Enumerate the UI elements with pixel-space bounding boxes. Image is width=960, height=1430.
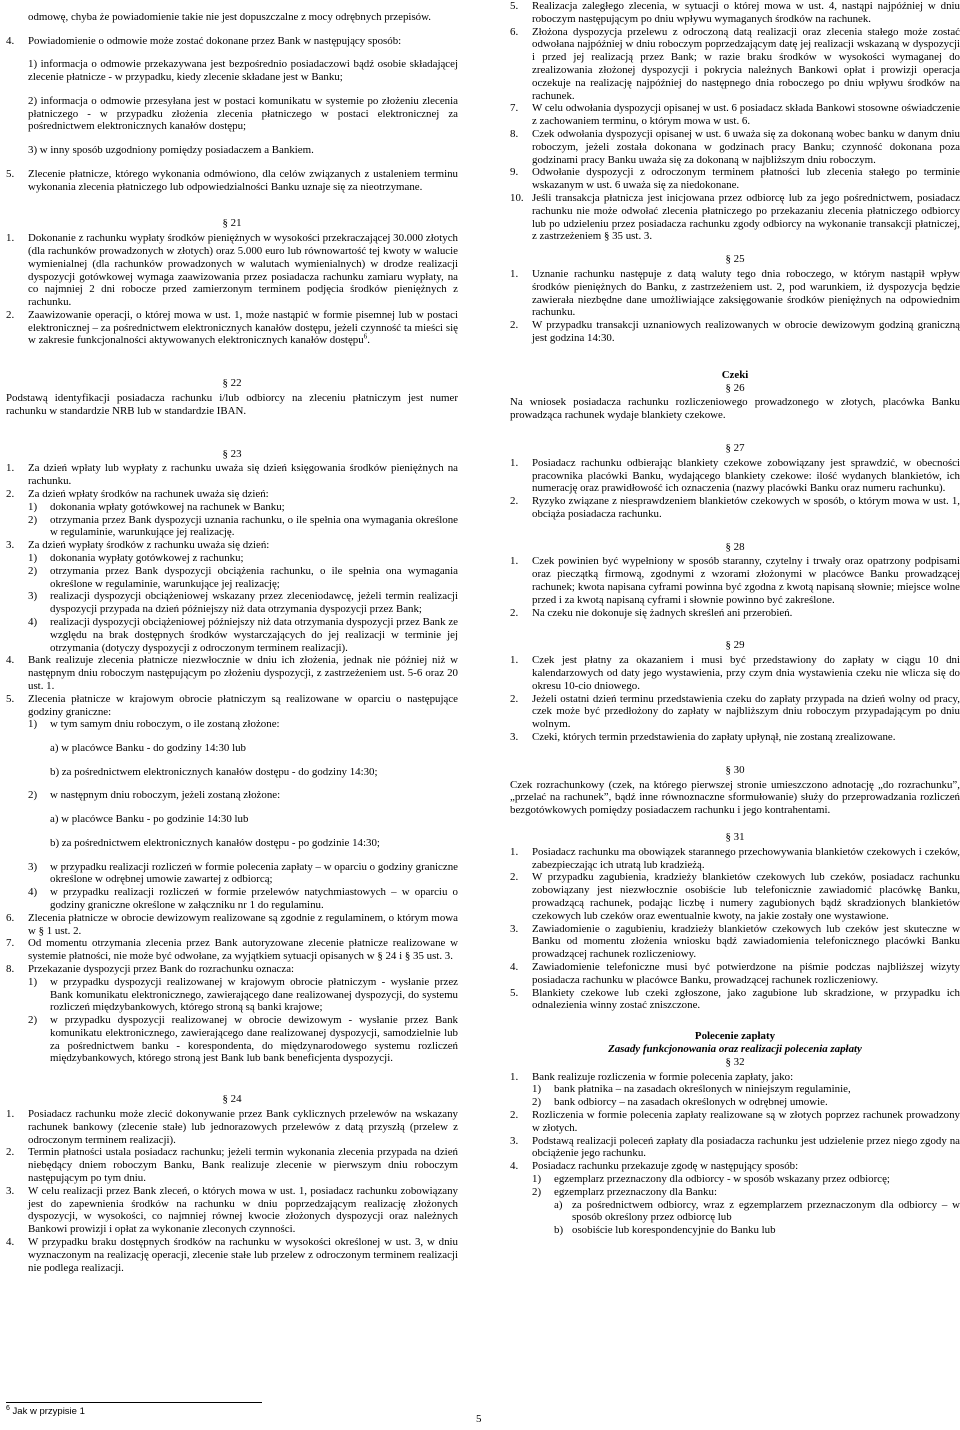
- paragraph: Na wniosek posiadacza rachunku rozliczeniowego prowadzonego w złotych, placówka Banku prowadząca rachunek wydaje blankiety czekowe.: [510, 396, 960, 422]
- list-item: 2) informacja o odmowie przesyłana jest w postaci komunikatu w systemie po złożeniu zlecenia płatniczego - w przypadku złożenia zlecenia płatniczego w postaci elektronicznej za pośrednictwem elektronicznych kanałów dostępu;: [28, 94, 458, 133]
- list-subitem: 2) otrzymania przez Bank dyspozycji uznania rachunku, o ile spełnia ona wymagania określone w regulaminie, warunkujące jej realizację.: [28, 513, 458, 539]
- list-item: 4. Posiadacz rachunku przekazuje zgodę w następujący sposób:: [510, 1160, 799, 1173]
- list-item: 3) w inny sposób uzgodniony pomiędzy posiadaczem a Bankiem.: [28, 144, 314, 157]
- list-subitem: 1) dokonania wypłaty gotówkowej z rachunku;: [28, 552, 244, 565]
- left-column: [6, 0, 458, 1274]
- list-subitem: 1) bank płatnika – na zasadach określonych w niniejszym regulaminie,: [532, 1083, 851, 1096]
- section-heading-polecenie-zaplaty: Polecenie zapłaty: [694, 1030, 776, 1043]
- list-subitem: b) za pośrednictwem elektronicznych kanałów dostępu - do godziny 14:30;: [50, 765, 378, 778]
- list-subitem: a) za pośrednictwem odbiorcy, wraz z egzemplarzem przeznaczonym dla odbiorcy – w sposób określony przez odbiorcę lub: [554, 1198, 960, 1224]
- list-item: 5. Realizacja zaległego zlecenia, w sytuacji o której mowa w ust. 4, nastąpi najpóźniej w dniu roboczym następującym po dniu wpływu wymaganych środków na rachunek.: [510, 0, 960, 25]
- list-subitem: b) za pośrednictwem elektronicznych kanałów dostępu - po godzinie 14:30;: [50, 836, 380, 849]
- section-number: § 32: [725, 1055, 745, 1068]
- section-number: § 23: [222, 447, 242, 460]
- list-item: 1. Uznanie rachunku następuje z datą waluty tego dnia roboczego, w którym nastąpił wpływ środków pieniężnych do Banku, z zastrzeżeniem ust. 2, pod warunkiem, iż dyspozycja będzie zawierała niezbędne dane umożliwiające zaksięgowanie środków pieniężnych na odpowiednim rachunku.: [510, 267, 960, 319]
- list-item: 2. Za dzień wpłaty środków na rachunek uważa się dzień:: [6, 488, 269, 501]
- list-subitem: 4) w przypadku realizacji rozliczeń w formie przelewów natychmiastowych – w oparciu o godziny graniczne określone w załączniku nr 1 do regulaminu.: [28, 886, 458, 911]
- paragraph: Czek rozrachunkowy (czek, na którego pierwszej stronie umieszczono adnotację „do rozrachunku”, „przelać na rachunek”, bądź inne równoznaczne sformułowanie) służy do przeprowadzania rozliczeń bezgotówkowych pomiędzy posiadaczem rachunku i jego kontrahentami.: [510, 778, 960, 817]
- list-item: 2. W przypadku transakcji uznaniowych realizowanych w obrocie dewizowym godziną graniczną jest godzina 14:30.: [510, 319, 960, 344]
- list-item: 5. Blankiety czekowe lub czeki zgłoszone, jako zagubione lub skradzione, w przypadku ich odnalezienia winny zostać zniszczone.: [510, 986, 960, 1012]
- list-item: 7. Od momentu otrzymania zlecenia przez Bank autoryzowane zlecenie płatnicze realizowane w systemie płatności, nie może być odwołane, za wyjątkiem sytuacji opisanych w § 24 i § 35 ust. 3.: [6, 937, 458, 963]
- paragraph: Podstawą identyfikacji posiadacza rachunku i/lub odbiorcy na zleceniu płatniczym jest numer rachunku w standardzie NRB lub w standardzie IBAN.: [6, 392, 458, 417]
- section-number: § 31: [725, 831, 745, 844]
- list-item: 2. Jeżeli ostatni dzień terminu przedstawienia czeku do zapłaty przypada na dzień wolny od pracy, czek może być przedłożony do zapłaty w najbliższym dniu roboczym przypadającym po dniu wolnym.: [510, 692, 960, 731]
- right-column: [510, 0, 960, 1237]
- list-subitem: 2) bank odbiorcy – na zasadach określonych w odrębnej umowie.: [532, 1096, 828, 1109]
- list-item: 2. Rozliczenia w formie polecenia zapłaty realizowane są w złotych poprzez rachunek prowadzony w złotych.: [510, 1108, 960, 1134]
- list-item: 7. W celu odwołania dyspozycji opisanej w ust. 6 posiadacz składa Bankowi stosowne oświadczenie z zachowaniem terminu, o którym mowa w ust. 6.: [510, 102, 960, 128]
- section-number: § 24: [222, 1093, 242, 1106]
- list-item: 10. Jeśli transakcja płatnicza jest inicjowana przez odbiorcę lub za jego pośrednictwem, posiadacz rachunku nie może odwołać zlecenia płatniczego po przekazaniu zlecenia płatniczego odbiorcy lub po udzieleniu przez posiadacza rachunku zgody odbiorcy na wykonanie transakcji płatniczej, z zastrzeżeniem § 35 ust. 3.: [510, 191, 960, 243]
- list-subitem: 1) w tym samym dniu roboczym, o ile zostaną złożone:: [28, 718, 280, 731]
- list-subitem: b) osobiście lub korespondencyjnie do Banku lub: [554, 1224, 776, 1237]
- section-number: § 22: [222, 377, 242, 390]
- list-subitem: 2) egzemplarz przeznaczony dla Banku:: [532, 1185, 717, 1198]
- list-item: 4. Zawiadomienie telefoniczne musi być potwierdzone na piśmie podczas najbliższej wizyty posiadacza rachunku w placówce Banku, prowadzącej rachunek rozliczeniowy.: [510, 961, 960, 986]
- list-item: 3. W celu realizacji przez Bank zleceń, o których mowa w ust. 1, posiadacz rachunku zobowiązany jest do zapewnienia środków na rachunku w dniu poprzedzającym realizację złożonych dyspozycji, w wysokości, co najmniej równej kwocie złożonych dyspozycji oraz należnych Bankowi prowizji i opłat za wykonanie zleconych czynności.: [6, 1184, 458, 1236]
- list-subitem: 1) egzemplarz przeznaczony dla odbiorcy - w sposób wskazany przez odbiorcę;: [532, 1172, 890, 1185]
- list-item: 1. Czek jest płatny za okazaniem i musi być przedstawiony do zapłaty w ciągu 10 dni kalendarzowych od daty jego wystawienia, przy czym dnia wystawienia czeku nie wlicza się do okresu 10-cio dniowego.: [510, 654, 960, 692]
- list-item: 1. Czek powinien być wypełniony w sposób staranny, czytelny i trwały oraz opatrzony podpisami oraz pieczątką firmową, zgodnymi z wzorami złożonymi w placówce Banku prowadzącej rachunek; kwota napisana cyframi powinna być zgodna z kwotą napisaną słownie; miejsce wolne przed i za kwotą napisaną cyframi i słownie powinno być zakreślone.: [510, 555, 960, 606]
- section-number: § 25: [725, 253, 745, 266]
- list-item: 5. Zlecenia płatnicze w krajowym obrocie płatniczym są realizowane w oparciu o następujące godziny graniczne:: [6, 692, 458, 718]
- list-item: 2. W przypadku zagubienia, kradzieży blankietów czekowych lub czeków, posiadacz rachunku zobowiązany jest niezwłocznie osobiście lub telefonicznie zawiadomić placówkę Banku, prowadzącą rachunek, podając liczbę i numery zagubionych bądź skradzionych blankietów czekowych lub czeków oraz ewentualnie kwoty, na jakie zostały one wystawione.: [510, 871, 960, 922]
- list-item: 3. Za dzień wypłaty środków z rachunku uważa się dzień:: [6, 539, 270, 552]
- list-item: 2. Termin płatności ustala posiadacz rachunku; jeżeli termin wykonania zlecenia przypada na dzień niebędący dniem roboczym Banku, Bank realizuje zlecenie w pierwszym dniu roboczym następującym po tym dniu.: [6, 1146, 458, 1185]
- section-subheading: Zasady funkcjonowania oraz realizacji polecenia zapłaty: [608, 1042, 862, 1055]
- paragraph-continuation: odmowę, chyba że powiadomienie takie nie jest dopuszczalne z mocy odrębnych przepisów.: [28, 10, 432, 23]
- list-item: 1. Bank realizuje rozliczenia w formie polecenia zapłaty, jako:: [510, 1070, 794, 1083]
- section-number: § 26: [725, 381, 745, 394]
- list-item: 2. Ryzyko związane z niesprawdzeniem blankietów czekowych w sposób, o którym mowa w ust. 1, obciąża posiadacza rachunku.: [510, 495, 960, 520]
- list-item: 9. Odwołanie dyspozycji z odroczonym terminem płatności lub zlecenia stałego po terminie wskazanym w ust. 6 uważa się za niedokonane.: [510, 166, 960, 192]
- list-item: 8. Czek odwołania dyspozycji opisanej w ust. 6 uważa się za dokonaną wobec banku w danym dniu roboczym, jeżeli została dokonana w godzinach pracy Banku; czynność dokonana poza godzinami pracy Banku uważa się za dokonaną w najbliższym dniu roboczym.: [510, 127, 960, 166]
- section-number: § 29: [725, 639, 745, 652]
- section-number: § 21: [222, 217, 242, 230]
- section-number: § 27: [725, 441, 745, 454]
- list-item: 1. Posiadacz rachunku odbierając blankiety czekowe zobowiązany jest sprawdzić, w obecności pracownika placówki Banku, wydającego blankiety czekowe: ilość wydanych blankietów, ich numerację oraz prawidłowość ich oznaczenia (nazwy placówki Banku oraz numeru rachunku).: [510, 456, 960, 495]
- section-number: § 30: [725, 763, 745, 776]
- list-subitem: 4) realizacji dyspozycji obciążeniowej późniejszy niż data otrzymania dyspozycji przez Bank ze względu na brak dostępnych środków wystarczających do jej realizacji w terminie jej otrzymania (dotyczy dyspozycji z odroczonym terminem realizacji).: [28, 616, 458, 654]
- list-item: 2. Na czeku nie dokonuje się żadnych skreśleń ani przerobień.: [510, 606, 793, 619]
- list-item: 8. Przekazanie dyspozycji przez Bank do rozrachunku oznacza:: [6, 962, 295, 975]
- list-item: 3. Czeki, których termin przedstawienia do zapłaty upłynął, nie zostaną zrealizowane.: [510, 731, 896, 744]
- list-subitem: a) w placówce Banku - do godziny 14:30 lub: [50, 742, 246, 755]
- list-item: 6. Zlecenia płatnicze w obrocie dewizowym realizowane są zgodnie z regulaminem, o którym mowa w § 1 ust. 2.: [6, 911, 458, 937]
- section-number: § 28: [725, 540, 745, 553]
- page-number: 5: [476, 1413, 482, 1425]
- list-subitem: 2) w następnym dniu roboczym, jeżeli zostaną złożone:: [28, 789, 281, 802]
- list-subitem: 1) w przypadku dyspozycji realizowanej w krajowym obrocie płatniczym - wysłanie przez Bank komunikatu elektronicznego, zawierającego dane realizowanej dyspozycji, do systemu rozliczeń międzybankowych, którego stroną są banki krajowe;: [28, 975, 458, 1014]
- list-item: 3. Podstawą realizacji poleceń zapłaty dla posiadacza rachunku jest udzielenie przez niego zgody na obciążenie jego rachunku.: [510, 1134, 960, 1160]
- list-item: 4. Powiadomienie o odmowie może zostać dokonane przez Bank w następujący sposób:: [6, 34, 402, 47]
- list-item: 4. W przypadku braku dostępnych środków na rachunku w wysokości określonej w ust. 3, w dniu wyznaczonym na realizację operacji, zlecenie stałe lub przelew z odroczonym terminem realizacji nie podlega realizacji.: [6, 1236, 458, 1274]
- list-item: 2. Zaawizowanie operacji, o której mowa w ust. 1, może nastąpić w formie pisemnej lub w postaci elektronicznej – za pośrednictwem elektronicznych kanałów dostępu, jeżeli czynność ta mieści się w zakresie funkcjonalności aktywowanych elektronicznych kanałów dostępu$^6$.: [6, 308, 458, 347]
- list-subitem: 1) dokonania wpłaty gotówkowej na rachunek w Banku;: [28, 500, 285, 513]
- section-heading-czeki: Czeki: [721, 368, 749, 381]
- list-item: 6. Złożona dyspozycja przelewu z odroczoną datą realizacji oraz zlecenia stałego może zostać odwołana najpóźniej w dniu roboczym poprzedzającym datę jej realizacji wskazaną w dyspozycji i przed jej realizacją przez Bank; w razie braku środków w wysokości wymaganej do zrealizowania złożonej dyspozycji i pokrycia należnych Bankowi opłat i prowizji operacja oczekuje na realizację najpóźniej do następnego dnia roboczego po dniu wpływu środków na rachunek.: [510, 25, 960, 102]
- list-subitem: 2) w przypadku dyspozycji realizowanej w obrocie dewizowym - wysłanie przez Bank komunikatu elektronicznego, zawierającego dane realizowanej dyspozycji, samodzielnie lub za pośrednictwem banku - korespondenta, do międzynarodowego systemu rozliczeń międzybankowych, którego stroną jest Bank lub bank beneficjenta dyspozycji.: [28, 1014, 458, 1065]
- footnote: $^6$ Jak w przypisie 1: [6, 1404, 85, 1417]
- list-subitem: 3) w przypadku realizacji rozliczeń w formie polecenia zapłaty – w oparciu o godziny graniczne określone w odrębnej umowie zawartej z odbiorcą;: [28, 860, 458, 886]
- list-item: 1. Za dzień wpłaty lub wypłaty z rachunku uważa się dzień księgowania środków pieniężnych na rachunku.: [6, 462, 458, 488]
- list-item: 1. Dokonanie z rachunku wypłaty środków pieniężnych w wysokości przekraczającej 30.000 złotych (dla rachunków prowadzonych w złotych) oraz 5.000 euro lub równowartość tej kwoty w walucie wymienialnej (dla rachunków prowadzonych w walutach wymienialnych) w drodze realizacji dyspozycji gotówkowej wymaga zaawizowania przez posiadacza rachunku zamiaru wypłaty, na co najmniej 2 dni robocze przed zamierzonym terminem podjęcia środków pieniężnych z rachunku.: [6, 232, 458, 309]
- list-subitem: a) w placówce Banku - po godzinie 14:30 lub: [50, 813, 249, 826]
- footnote-separator: [6, 1402, 262, 1403]
- list-item: 1) informacja o odmowie przekazywana jest bezpośrednio posiadaczowi bądź osobie składającej zlecenie płatnicze - w przypadku, kiedy zlecenie składane jest w Banku;: [28, 58, 458, 84]
- list-item: 1. Posiadacz rachunku może zlecić dokonywanie przez Bank cyklicznych przelewów na wskazany rachunek bankowy (zlecenie stałe) lub jednorazowych przelewów z datą przyszłą (przelew z odroczonym terminem realizacji).: [6, 1108, 458, 1146]
- footnote-ref: 6: [363, 332, 368, 341]
- list-item: 4. Bank realizuje zlecenia płatnicze niezwłocznie w dniu ich złożenia, jednak nie później niż w następnym dniu roboczym następującym po złożeniu dyspozycji, z zastrzeżeniem ust. 5-6 oraz 20 ust. 1.: [6, 654, 458, 693]
- list-subitem: 2) otrzymania przez Bank dyspozycji obciążenia rachunku, o ile spełnia ona wymagania określone w regulaminie, warunkujące jej realizację;: [28, 564, 458, 590]
- list-item: 5. Zlecenie płatnicze, którego wykonania odmówiono, dla celów związanych z ustaleniem terminu wykonania zlecenia płatniczego lub odpowiedzialności Banku uznaje się za nieotrzymane.: [6, 167, 458, 193]
- list-subitem: 3) realizacji dyspozycji obciążeniowej wskazany przez zleceniodawcę, jeżeli termin realizacji dyspozycji przypada na dzień późniejszy niż data otrzymania dyspozycji przez Bank;: [28, 590, 458, 616]
- list-item: 1. Posiadacz rachunku ma obowiązek starannego przechowywania blankietów czekowych i czeków, zabezpieczając ich utratą lub kradzieżą.: [510, 845, 960, 871]
- list-item: 3. Zawiadomienie o zagubieniu, kradzieży blankietów czekowych lub czeków jest skuteczne w Banku od momentu złożenia wniosku bądź zawiadomienia telefonicznego placówki Banku prowadzącej rachunek rozliczeniowy.: [510, 922, 960, 961]
